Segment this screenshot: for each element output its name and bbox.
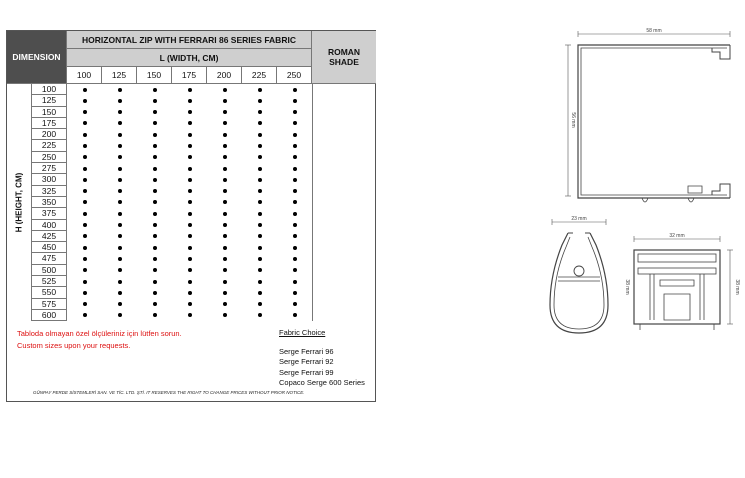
fabric-item: Copaco Serge 600 Series — [279, 378, 365, 387]
availability-dot — [67, 253, 102, 264]
availability-dot — [207, 253, 242, 264]
availability-dot — [277, 107, 312, 118]
availability-dot — [277, 208, 312, 219]
availability-dot — [172, 310, 207, 321]
availability-dot — [67, 220, 102, 231]
availability-row — [67, 242, 312, 253]
availability-dot — [137, 231, 172, 242]
availability-dot — [137, 208, 172, 219]
height-value-cell: 450 — [32, 242, 67, 253]
availability-dot — [67, 276, 102, 287]
availability-dot — [277, 287, 312, 298]
availability-row — [67, 84, 312, 95]
availability-dot — [277, 152, 312, 163]
availability-dot — [277, 220, 312, 231]
availability-dot — [67, 129, 102, 140]
width-value-cell: 150 — [137, 67, 172, 84]
availability-dot — [67, 231, 102, 242]
availability-dot — [242, 84, 277, 95]
availability-dot — [102, 163, 137, 174]
availability-dot — [242, 242, 277, 253]
availability-dot — [172, 299, 207, 310]
availability-dot — [102, 276, 137, 287]
availability-dot — [172, 174, 207, 185]
height-value-cell: 325 — [32, 186, 67, 197]
rail-height-dim-left: 38 mm — [624, 279, 630, 295]
availability-dot — [277, 265, 312, 276]
availability-dot — [102, 208, 137, 219]
availability-dot — [102, 152, 137, 163]
height-value-cell: 350 — [32, 197, 67, 208]
availability-dot — [207, 299, 242, 310]
availability-dot — [172, 208, 207, 219]
width-values-row — [67, 67, 312, 84]
availability-dot — [102, 287, 137, 298]
availability-row — [67, 163, 312, 174]
width-value-cell: 250 — [277, 67, 312, 84]
footer-disclaimer: GÜNPAY PERDE SİSTEMLERİ SAN. VE TİC. LTD. ŞTİ. IT RESERVES THE RIGHT TO CHANGE PRICES WITHOUT PRIOR NOTICE. — [33, 390, 305, 395]
availability-row — [67, 253, 312, 264]
availability-dot — [277, 310, 312, 321]
availability-dot — [172, 95, 207, 106]
availability-dot — [242, 95, 277, 106]
availability-dot — [242, 208, 277, 219]
availability-row — [67, 220, 312, 231]
availability-dot — [242, 140, 277, 151]
height-value-cell: 500 — [32, 265, 67, 276]
availability-row — [67, 107, 312, 118]
availability-dot — [242, 299, 277, 310]
availability-dot — [102, 242, 137, 253]
availability-row — [67, 310, 312, 321]
availability-dot — [207, 95, 242, 106]
height-value-cell: 525 — [32, 276, 67, 287]
availability-dot — [207, 107, 242, 118]
availability-dot — [102, 310, 137, 321]
availability-dot — [172, 163, 207, 174]
availability-row — [67, 299, 312, 310]
height-value-cell: 175 — [32, 118, 67, 129]
availability-dot — [137, 242, 172, 253]
availability-dot — [207, 287, 242, 298]
availability-dot — [242, 107, 277, 118]
availability-dot — [67, 287, 102, 298]
availability-dot — [67, 174, 102, 185]
availability-dot — [242, 197, 277, 208]
availability-row — [67, 174, 312, 185]
availability-dot — [172, 84, 207, 95]
rail-profile-drawing — [620, 230, 742, 340]
availability-dot — [207, 208, 242, 219]
availability-dot — [137, 129, 172, 140]
availability-dot — [102, 129, 137, 140]
height-value-cell: 150 — [32, 107, 67, 118]
roman-shade-header: ROMAN SHADE — [312, 31, 376, 84]
height-value-cell: 475 — [32, 253, 67, 264]
availability-dot — [102, 118, 137, 129]
availability-dot — [277, 253, 312, 264]
availability-dot — [172, 231, 207, 242]
availability-dot — [172, 152, 207, 163]
availability-dot — [242, 220, 277, 231]
height-value-cell: 275 — [32, 163, 67, 174]
availability-row — [67, 152, 312, 163]
availability-dot — [67, 84, 102, 95]
height-value-cell: 550 — [32, 287, 67, 298]
availability-dot — [277, 163, 312, 174]
availability-dot — [172, 140, 207, 151]
availability-dot — [277, 276, 312, 287]
availability-dot — [242, 276, 277, 287]
availability-dot — [137, 174, 172, 185]
availability-dot — [172, 253, 207, 264]
height-value-cell: 125 — [32, 95, 67, 106]
availability-dot — [67, 242, 102, 253]
availability-dot — [207, 231, 242, 242]
dimension-header: DIMENSION — [7, 31, 67, 84]
availability-dot — [277, 129, 312, 140]
availability-row — [67, 265, 312, 276]
availability-row — [67, 231, 312, 242]
roman-shade-column — [312, 84, 376, 321]
availability-dot — [207, 186, 242, 197]
availability-dot — [67, 118, 102, 129]
width-value-cell: 100 — [67, 67, 102, 84]
height-value-cell: 400 — [32, 220, 67, 231]
height-value-cell: 250 — [32, 152, 67, 163]
product-title-header: HORIZONTAL ZIP WITH FERRARI 86 SERIES FABRIC — [67, 31, 312, 49]
availability-dot — [277, 197, 312, 208]
availability-dot — [207, 118, 242, 129]
box-profile-drawing — [560, 26, 740, 216]
availability-dot — [102, 265, 137, 276]
availability-dot — [137, 276, 172, 287]
availability-dot — [67, 310, 102, 321]
availability-dot — [67, 140, 102, 151]
availability-dot — [207, 174, 242, 185]
availability-row — [67, 276, 312, 287]
height-value-cell: 600 — [32, 310, 67, 321]
oval-width-dim: 23 mm — [571, 216, 587, 222]
availability-dot — [242, 287, 277, 298]
availability-dot — [277, 140, 312, 151]
availability-dot — [67, 163, 102, 174]
note-line-turkish: Tabloda olmayan özel ölçüleriniz için lütfen sorun. — [17, 329, 182, 338]
availability-dot — [102, 84, 137, 95]
note-line-english: Custom sizes upon your requests. — [17, 341, 131, 350]
availability-dot — [102, 186, 137, 197]
availability-dot — [102, 299, 137, 310]
height-value-cell: 575 — [32, 299, 67, 310]
availability-dot — [172, 265, 207, 276]
availability-dot — [172, 129, 207, 140]
availability-dot — [172, 118, 207, 129]
availability-row — [67, 129, 312, 140]
width-value-cell: 200 — [207, 67, 242, 84]
availability-dot — [172, 197, 207, 208]
availability-dot — [67, 107, 102, 118]
availability-dot — [102, 220, 137, 231]
rail-height-dim-right: 38 mm — [734, 279, 740, 295]
height-axis-label — [7, 84, 32, 321]
fabric-item: Serge Ferrari 96 — [279, 346, 334, 356]
availability-dot — [137, 197, 172, 208]
availability-row — [67, 287, 312, 298]
availability-dot — [207, 310, 242, 321]
fabric-item: Serge Ferrari 92 — [279, 357, 334, 366]
availability-dot — [242, 163, 277, 174]
fabric-item: Serge Ferrari 99 — [279, 367, 334, 377]
availability-dot — [207, 84, 242, 95]
availability-dot — [102, 197, 137, 208]
availability-dot — [67, 152, 102, 163]
availability-dot — [172, 107, 207, 118]
width-label-header: L (WIDTH, CM) — [67, 49, 312, 67]
availability-dot — [102, 140, 137, 151]
availability-dot — [172, 220, 207, 231]
availability-row — [67, 140, 312, 151]
height-value-cell: 300 — [32, 174, 67, 185]
availability-dot — [207, 163, 242, 174]
height-value-cell: 225 — [32, 140, 67, 151]
availability-dot — [242, 310, 277, 321]
availability-dot — [137, 287, 172, 298]
width-value-cell: 175 — [172, 67, 207, 84]
height-value-cell: 375 — [32, 208, 67, 219]
availability-dot — [172, 242, 207, 253]
availability-dot — [137, 84, 172, 95]
price-table-sheet — [6, 30, 376, 402]
availability-dot — [277, 84, 312, 95]
fabric-choice-block — [279, 328, 365, 389]
availability-row — [67, 208, 312, 219]
availability-dot — [242, 253, 277, 264]
availability-dot — [67, 265, 102, 276]
availability-row — [67, 118, 312, 129]
availability-dot — [242, 174, 277, 185]
availability-row — [67, 186, 312, 197]
availability-dot — [242, 265, 277, 276]
availability-dot — [67, 95, 102, 106]
availability-dot — [172, 276, 207, 287]
availability-dot — [277, 299, 312, 310]
availability-dot — [102, 174, 137, 185]
availability-dot — [67, 197, 102, 208]
box-width-dim: 58 mm — [646, 28, 662, 34]
availability-dot — [207, 152, 242, 163]
availability-dot — [242, 129, 277, 140]
availability-grid — [67, 84, 312, 321]
availability-dot — [207, 276, 242, 287]
availability-dot — [137, 186, 172, 197]
availability-dot — [207, 220, 242, 231]
availability-dot — [137, 140, 172, 151]
availability-dot — [207, 129, 242, 140]
availability-dot — [137, 118, 172, 129]
availability-dot — [207, 265, 242, 276]
custom-size-note — [17, 328, 182, 352]
availability-row — [67, 95, 312, 106]
availability-dot — [137, 163, 172, 174]
availability-dot — [242, 186, 277, 197]
height-value-cell: 100 — [32, 84, 67, 95]
width-value-cell: 225 — [242, 67, 277, 84]
availability-dot — [67, 186, 102, 197]
availability-dot — [137, 95, 172, 106]
availability-dot — [102, 231, 137, 242]
availability-dot — [172, 186, 207, 197]
availability-dot — [67, 208, 102, 219]
availability-row — [67, 197, 312, 208]
availability-dot — [137, 253, 172, 264]
availability-dot — [242, 231, 277, 242]
availability-dot — [102, 107, 137, 118]
availability-dot — [172, 287, 207, 298]
availability-dot — [242, 118, 277, 129]
availability-dot — [137, 107, 172, 118]
availability-dot — [207, 242, 242, 253]
availability-dot — [277, 95, 312, 106]
availability-dot — [102, 95, 137, 106]
availability-dot — [207, 197, 242, 208]
availability-dot — [102, 253, 137, 264]
availability-dot — [242, 152, 277, 163]
box-height-dim: 56 mm — [570, 112, 576, 128]
availability-dot — [277, 174, 312, 185]
availability-dot — [137, 299, 172, 310]
availability-dot — [67, 299, 102, 310]
height-value-cell: 425 — [32, 231, 67, 242]
availability-dot — [277, 242, 312, 253]
availability-dot — [277, 118, 312, 129]
height-values-column — [32, 84, 67, 321]
width-value-cell: 125 — [102, 67, 137, 84]
rail-width-dim: 32 mm — [669, 233, 685, 239]
height-value-cell: 200 — [32, 129, 67, 140]
availability-dot — [277, 231, 312, 242]
availability-dot — [137, 265, 172, 276]
availability-dot — [207, 140, 242, 151]
availability-dot — [277, 186, 312, 197]
availability-dot — [137, 152, 172, 163]
height-label-text: H (HEIGHT, CM) — [14, 172, 24, 233]
fabric-choice-title: Fabric Choice — [279, 328, 326, 337]
availability-dot — [137, 310, 172, 321]
oval-bar-drawing — [540, 215, 620, 345]
availability-dot — [137, 220, 172, 231]
